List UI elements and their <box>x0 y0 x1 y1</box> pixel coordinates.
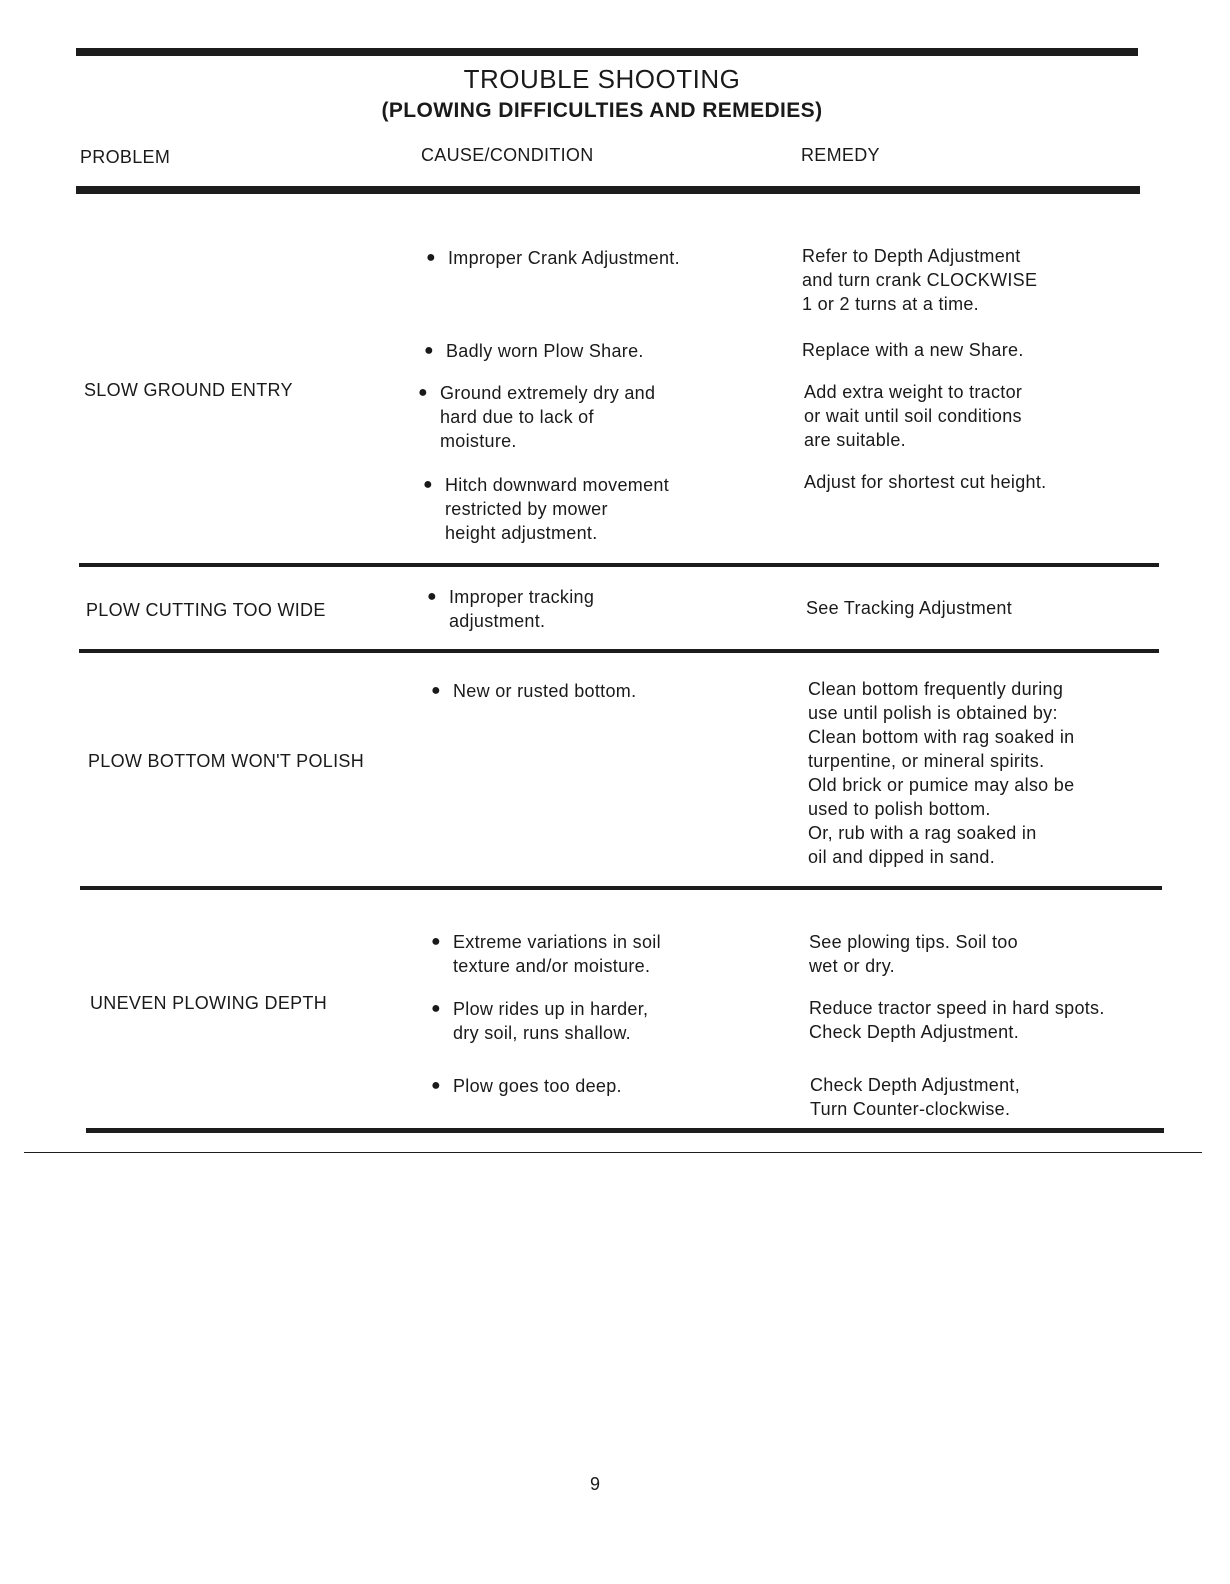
cause-item <box>431 679 636 703</box>
page-number: 9 <box>589 1474 600 1494</box>
cause-item <box>431 1074 622 1098</box>
problem-plow-bottom-wont-polish: PLOW BOTTOM WON'T POLISH <box>88 751 364 771</box>
cause-item <box>418 381 655 453</box>
table-bottom-rule <box>86 1128 1164 1133</box>
problem-plow-cutting-too-wide: PLOW CUTTING TOO WIDE <box>86 600 326 620</box>
column-header-remedy: REMEDY <box>801 145 880 165</box>
page-title: TROUBLE SHOOTING <box>463 64 741 94</box>
remedy-text: Reduce tractor speed in hard spots. Check Depth Adjustment. <box>809 998 1105 1042</box>
column-header-problem: PROBLEM <box>80 147 171 167</box>
cause-item <box>431 930 661 978</box>
remedy-text: Adjust for shortest cut height. <box>804 472 1047 492</box>
bullet-icon: ● <box>426 249 436 266</box>
remedy-text: Clean bottom frequently during use until polish is obtained by: Clean bottom with rag soaked in turpentine, or mineral spirits. Old brick or pumice may also be used to polish bottom. Or, rub with a rag soaked in oil and dipped in sand. <box>808 679 1075 867</box>
cause-text: Plow rides up in harder, dry soil, runs shallow. <box>453 999 649 1043</box>
problem-uneven-plowing-depth: UNEVEN PLOWING DEPTH <box>90 993 328 1013</box>
remedy-text: Add extra weight to tractor or wait until soil conditions are suitable. <box>804 382 1023 450</box>
cause-item <box>431 997 648 1045</box>
bullet-icon: ● <box>424 342 434 359</box>
bullet-icon: ● <box>431 1077 441 1094</box>
row-divider-1 <box>79 563 1159 567</box>
cause-text: Plow goes too deep. <box>453 1076 622 1096</box>
header-bottom-rule <box>76 186 1140 194</box>
bullet-icon: ● <box>431 682 441 699</box>
cause-item <box>426 246 680 270</box>
cause-text: Improper tracking adjustment. <box>449 587 595 631</box>
cause-text: Hitch downward movement restricted by mower height adjustment. <box>445 475 669 543</box>
bullet-icon: ● <box>431 1000 441 1017</box>
cause-item <box>424 339 644 363</box>
cause-text: Improper Crank Adjustment. <box>448 248 680 268</box>
bullet-icon: ● <box>427 588 437 605</box>
bullet-icon: ● <box>423 476 433 493</box>
cause-text: Badly worn Plow Share. <box>446 341 644 361</box>
remedy-text: Refer to Depth Adjustment and turn crank CLOCKWISE 1 or 2 turns at a time. <box>802 246 1038 314</box>
cause-text: New or rusted bottom. <box>453 681 637 701</box>
bullet-icon: ● <box>431 933 441 950</box>
column-header-cause: CAUSE/CONDITION <box>421 145 594 165</box>
problem-slow-ground-entry: SLOW GROUND ENTRY <box>84 380 293 400</box>
cause-item <box>427 585 594 633</box>
remedy-text: See plowing tips. Soil too wet or dry. <box>809 932 1018 976</box>
top-rule <box>76 48 1138 56</box>
row-divider-2 <box>79 649 1159 653</box>
cause-item <box>423 473 669 545</box>
remedy-text: Check Depth Adjustment, Turn Counter-clockwise. <box>810 1075 1021 1119</box>
remedy-text: See Tracking Adjustment <box>806 598 1013 618</box>
remedy-text: Replace with a new Share. <box>802 340 1024 360</box>
cause-text: Ground extremely dry and hard due to lack of moisture. <box>440 383 656 451</box>
row-divider-3 <box>80 886 1162 890</box>
bullet-icon: ● <box>418 384 428 401</box>
page-footer-line <box>24 1152 1202 1153</box>
cause-text: Extreme variations in soil texture and/or moisture. <box>453 932 661 976</box>
page-subtitle: (PLOWING DIFFICULTIES AND REMEDIES) <box>381 99 823 122</box>
